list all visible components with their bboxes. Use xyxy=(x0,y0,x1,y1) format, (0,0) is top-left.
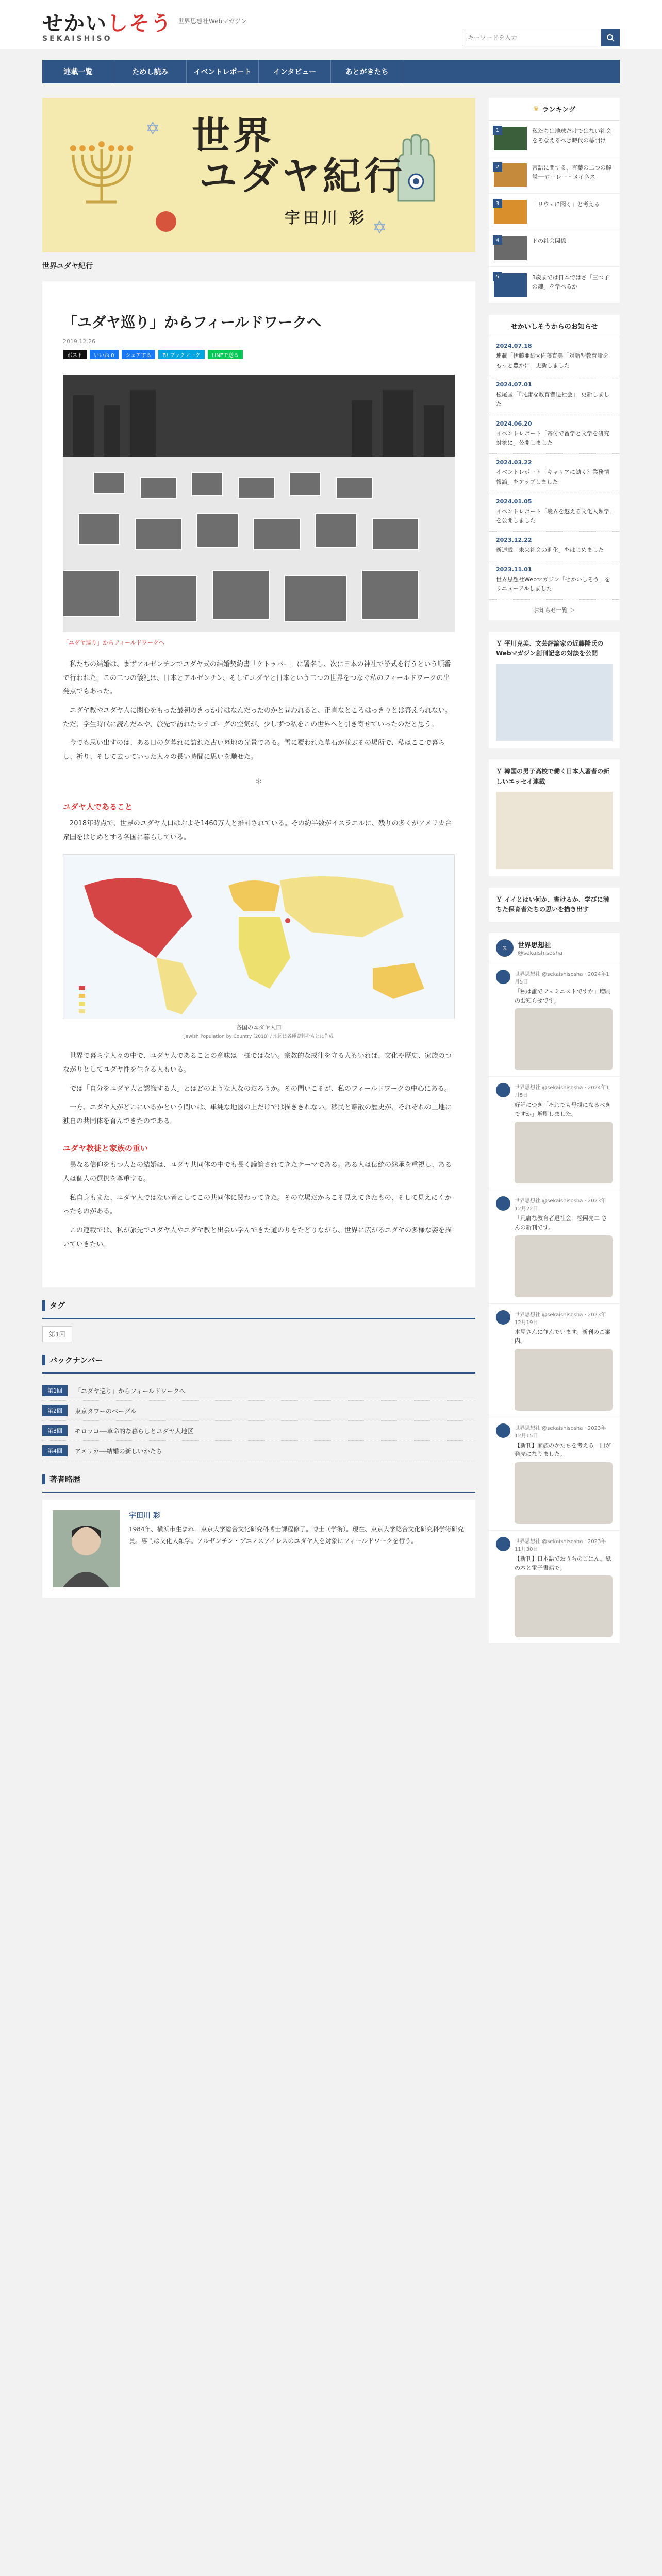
author-heading xyxy=(42,1461,475,1493)
ranking-number: 1 xyxy=(493,126,502,135)
main-nav xyxy=(0,60,662,83)
share-button-3[interactable]: B! ブックマーク xyxy=(158,350,204,359)
paragraph: この連載では、私が旅先でユダヤ人やユダヤ教と出会い学んできた道のりをたどりながら、世界に広がるユダヤの多様な姿を描いていきたい。 xyxy=(63,1227,452,1248)
news-heading: せかいしそうからのお知らせ xyxy=(489,315,620,337)
tweet-meta: 世界思想社 @sekaishisosha · 2023年12月22日 xyxy=(515,1198,606,1212)
search-button[interactable] xyxy=(601,29,620,46)
tweet-meta: 世界思想社 @sekaishisosha · 2024年1月5日 xyxy=(515,972,609,986)
backnumber-item[interactable] xyxy=(42,1381,475,1401)
banner-title-line2: ユダヤ紀行 xyxy=(199,154,405,198)
tweet[interactable] xyxy=(489,1190,620,1303)
search-icon xyxy=(606,33,615,42)
news-text: 松尾匡「『凡庸な教育者退社会』」更新しました xyxy=(496,391,609,408)
world-population-map xyxy=(63,854,455,1019)
banner-title xyxy=(192,116,405,196)
ranking-item[interactable] xyxy=(489,267,620,303)
author-bio: 1984年、横浜市生まれ。東京大学総合文化研究科博士課程修了。博士（学術）。現在、東京大学総合文化研究科学術研究員。専門は文化人類学。アルゼンチン・ブエノスアイレスのユダヤ人を対象にフィールドワークを行う。 xyxy=(129,1526,464,1545)
promo-3[interactable] xyxy=(489,888,620,922)
news-item[interactable] xyxy=(489,415,620,454)
tweet-text: 好評につき「それでも母親になるべきですか」増刷しました。 xyxy=(515,1101,611,1117)
news-date: 2024.03.22 xyxy=(496,459,532,466)
backnumber-heading-text: バックナンバー xyxy=(49,1355,103,1365)
backnumber-title: 東京タワーのベーグル xyxy=(75,1407,137,1415)
x-display-name[interactable]: 世界思想社 xyxy=(518,942,552,950)
map-caption: 各国のユダヤ人口 xyxy=(236,1024,282,1031)
tweet[interactable] xyxy=(489,1531,620,1644)
author-photo xyxy=(53,1510,120,1587)
ranking-thumbnail xyxy=(494,200,527,224)
paragraph: 私自身もまた、ユダヤ人ではない者としてこの共同体に関わってきた。その立場だからこそ見えてきたもの、そして見えにくかったものがある。 xyxy=(63,1194,452,1216)
tags-heading-text: タグ xyxy=(49,1301,65,1311)
ranking-thumbnail xyxy=(494,127,527,150)
paragraph: 今でも思い出すのは、ある日の夕暮れに訪れた古い墓地の光景である。雪に覆われた墓石が並ぶその場所で、私はここで暮らし、祈り、そして去っていった人々の長い時間に思いを馳せた。 xyxy=(63,739,445,761)
tweet-meta: 世界思想社 @sekaishisosha · 2024年1月5日 xyxy=(515,1085,609,1099)
crown-icon: ♛ xyxy=(533,105,539,113)
ranking-title: ランキング xyxy=(542,106,576,114)
ranking-title: 「リウェに聞く」と考える xyxy=(532,201,600,208)
tweet-image[interactable] xyxy=(515,1122,613,1183)
x-handle[interactable]: @sekaishisosha xyxy=(518,950,563,957)
share-button-1[interactable]: いいね 0 xyxy=(90,350,119,359)
backnumber-heading xyxy=(42,1342,475,1374)
nav-item-4[interactable]: あとがきたち xyxy=(331,60,403,83)
ranking-number: 2 xyxy=(493,162,502,172)
news-text: イベントレポート「寄付で留学と文学を研究対象に」公開しました xyxy=(496,430,609,447)
news-item[interactable] xyxy=(489,561,620,600)
ranking-item[interactable] xyxy=(489,121,620,157)
series-label[interactable]: 世界ユダヤ紀行 xyxy=(42,262,93,270)
tweet-text: 本屋さんに並んでいます。新刊のご案内。 xyxy=(515,1328,611,1345)
paragraph: ユダヤ教やユダヤ人に関心をもった最初のきっかけはなんだったのかと問われると、正直なところはっきりとは答えられない。ただ、学生時代に読んだ本や、旅先で訪れたシナゴーグの空気が、少しずつ私をこの世界へと引き寄せていったのだと思う。 xyxy=(63,706,452,728)
section1-title: ユダヤ人であること xyxy=(63,802,133,812)
backnumber-chip: 第1回 xyxy=(42,1385,68,1396)
tweet-avatar xyxy=(496,1083,510,1097)
ranking-title: ドの社会関係 xyxy=(532,238,566,244)
paragraph: 異なる信仰をもつ人との結婚は、ユダヤ共同体の中でも長く議論されてきたテーマである。ある人は伝統の継承を重視し、ある人は個人の選択を尊重する。 xyxy=(63,1161,452,1183)
tweet-text: 【新刊】家族のかたちを考える一冊が発売になりました。 xyxy=(515,1442,611,1458)
paragraph: 2018年時点で、世界のユダヤ人口はおよそ1460万人と推計されている。その約半数がイスラエルに、残りの多くがアメリカ合衆国をはじめとする各国に暮らしている。 xyxy=(63,820,452,842)
section1-body xyxy=(63,817,455,844)
author-box xyxy=(42,1500,475,1598)
ranking-title: 3歳までは日本ではさ「三つ子の魂」を学べるか xyxy=(532,274,609,290)
tweet-avatar xyxy=(496,1196,510,1211)
star-icon: ✡ xyxy=(145,118,160,139)
tags xyxy=(42,1326,475,1342)
section2-title: ユダヤ教徒と家族の重い xyxy=(63,1144,148,1154)
news-date: 2024.07.01 xyxy=(496,381,532,388)
backnumber-chip: 第3回 xyxy=(42,1425,68,1436)
paragraph: では「自分をユダヤ人と認識する人」とはどのような人なのだろうか。その問いこそが、私のフィールドワークの中心にある。 xyxy=(70,1084,451,1093)
ranking-heading xyxy=(489,98,620,121)
tagline: 世界思想社Webマガジン xyxy=(178,18,247,25)
tweet[interactable] xyxy=(489,1304,620,1417)
tweet-text: 「凡庸な教育者退社会」松岡亮二 さんの新刊です。 xyxy=(515,1215,607,1231)
x-timeline-header xyxy=(489,933,620,963)
site-header xyxy=(0,0,662,49)
promo-3-text: Ｙ イイとはい何か、書けるか、学びに満ちた保育者たちの思いを描き出す xyxy=(496,895,609,913)
search-box xyxy=(462,29,620,46)
ranking-number: 5 xyxy=(493,272,502,281)
backnumber-item[interactable] xyxy=(42,1401,475,1421)
promo-2-text: Ｙ 韓国の男子高校で働く日本人著者の新しいエッセイ連載 xyxy=(496,768,610,785)
news-text: イベントレポート「境界を越える文化人類学」を公開しました xyxy=(496,507,613,524)
pomegranate-icon xyxy=(156,211,176,232)
author-name[interactable]: 宇田川 彩 xyxy=(129,1512,160,1520)
x-logo-icon: 𝕏 xyxy=(496,939,514,957)
tweet-meta: 世界思想社 @sekaishisosha · 2023年11月30日 xyxy=(515,1539,606,1552)
news-date: 2024.07.18 xyxy=(496,343,532,349)
search-input[interactable] xyxy=(462,29,601,46)
ranking-title: 私たちは地球だけではない社会をそなえるべき時代の幕開け xyxy=(532,128,611,144)
news-item[interactable] xyxy=(489,454,620,493)
photo-caption: 「ユダヤ巡り」からフィールドワークへ xyxy=(63,639,164,646)
news-item[interactable] xyxy=(489,532,620,561)
tweet-image[interactable] xyxy=(515,1235,613,1297)
menorah-icon xyxy=(63,134,140,211)
news-date: 2023.11.01 xyxy=(496,566,532,573)
logo-text-a: せかい xyxy=(42,11,107,36)
promo-1-text: Ｙ 平川克美、文芸評論家の近藤隆氏のWebマガジン創刊記念の対談を公開 xyxy=(496,639,604,657)
star-icon: ✡ xyxy=(372,217,387,238)
ranking-thumbnail xyxy=(494,273,527,297)
promo-2-image xyxy=(496,792,613,869)
tweet[interactable] xyxy=(489,1077,620,1190)
promo-2[interactable] xyxy=(489,759,620,876)
nav-item-1[interactable]: ためし読み xyxy=(114,60,187,83)
backnumber-chip: 第4回 xyxy=(42,1445,68,1456)
tweet-image[interactable] xyxy=(515,1349,613,1411)
section1-body-cont xyxy=(63,1049,455,1128)
site-logo[interactable] xyxy=(42,7,172,43)
ranking-thumbnail xyxy=(494,163,527,187)
nav-item-2[interactable]: イベントレポート xyxy=(187,60,259,83)
tweet-image[interactable] xyxy=(515,1462,613,1524)
article-intro xyxy=(63,658,455,764)
ranking-item[interactable] xyxy=(489,230,620,267)
news-date: 2023.12.22 xyxy=(496,536,532,544)
logo-text-red: しそう xyxy=(107,11,172,36)
ranking-box xyxy=(489,98,620,303)
cemetery-photo xyxy=(63,375,455,632)
cemetery-illustration xyxy=(63,375,455,632)
tweet[interactable] xyxy=(489,963,620,1077)
backnumber-list xyxy=(42,1381,475,1461)
article-title: 「ユダヤ巡り」からフィールドワークへ xyxy=(63,314,322,331)
backnumber-item[interactable] xyxy=(42,1441,475,1461)
world-map-illustration xyxy=(63,855,455,1019)
share-button-0[interactable]: ポスト xyxy=(63,350,87,359)
ranking-number: 4 xyxy=(493,235,502,245)
banner-title-line1: 世界 xyxy=(192,114,274,158)
news-item[interactable] xyxy=(489,493,620,532)
ranking-item[interactable] xyxy=(489,157,620,194)
news-box xyxy=(489,315,620,620)
promo-1-image xyxy=(496,664,613,741)
article xyxy=(42,281,475,1287)
section-separator: ＊ xyxy=(255,778,262,787)
tweet-image[interactable] xyxy=(515,1575,613,1637)
backnumber-title: 「ユダヤ巡り」からフィールドワークへ xyxy=(75,1387,186,1395)
tag-chip[interactable]: 第1回 xyxy=(42,1326,72,1342)
tweet-text: 「私は誰でフェミニストですか」増刷のお知らせです。 xyxy=(515,988,611,1004)
promo-1[interactable] xyxy=(489,632,620,748)
banner-author: 宇田川 彩 xyxy=(285,209,368,227)
news-date: 2024.06.20 xyxy=(496,420,532,427)
map-source: Jewish Population by Country (2018) / 地図は各種資料をもとに作成 xyxy=(184,1033,334,1039)
news-more-link[interactable]: お知らせ一覧 ＞ xyxy=(533,606,575,614)
main-column xyxy=(42,98,475,1598)
tags-heading xyxy=(42,1287,475,1319)
share-buttons xyxy=(63,350,455,359)
section2-body xyxy=(63,1159,455,1251)
news-date: 2024.01.05 xyxy=(496,498,532,505)
article-date: 2019.12.26 xyxy=(63,338,95,345)
nav-item-0[interactable]: 連載一覧 xyxy=(42,60,114,83)
tweet-meta: 世界思想社 @sekaishisosha · 2023年12月15日 xyxy=(515,1425,606,1439)
backnumber-title: モロッコ──革命的な暮らしとユダヤ人地区 xyxy=(75,1427,194,1435)
sidebar xyxy=(489,98,620,1655)
backnumber-item[interactable] xyxy=(42,1421,475,1441)
tweet-text: 【新刊】日本語でおうちのごはん。紙の本と電子書籍で。 xyxy=(515,1555,611,1571)
backnumber-title: アメリカ──結婚の新しいかたち xyxy=(75,1447,162,1455)
news-text: 世界思想社Webマガジン「せかいしそう」をリニューアルしました xyxy=(496,575,610,592)
paragraph: 私たちの結婚は、まずアルゼンチンでユダヤ式の結婚契約書「ケトゥバー」に署名し、次に日本の神社で挙式を行うという順番で行われた。この二つの儀礼は、日本とアルゼンチン、そしてユダヤと日本という二つの世界をつなぐ私のフィールドワークの出発点でもあった。 xyxy=(63,660,451,696)
nav-item-3[interactable]: インタビュー xyxy=(259,60,331,83)
ranking-thumbnail xyxy=(494,236,527,260)
author-heading-text: 著者略歴 xyxy=(49,1475,81,1484)
ranking-item[interactable] xyxy=(489,194,620,230)
tweet-avatar xyxy=(496,970,510,984)
ranking-title: 言語に関する、言葉の二つの解説──ローレー・メイネス xyxy=(532,164,611,180)
x-timeline xyxy=(489,933,620,1644)
news-text: 連載「伊藤亜紗×佐藤直美「対話型教育論をもっと豊かに」更新しました xyxy=(496,352,609,369)
news-item[interactable] xyxy=(489,376,620,415)
news-text: イベントレポート「キャリアに効く？業務情報論」をアップしました xyxy=(496,469,609,485)
tweet-avatar xyxy=(496,1537,510,1551)
paragraph: 世界で暮らす人々の中で、ユダヤ人であることの意味は一様ではない。宗教的な戒律を守る人もいれば、文化や歴史、家族のつながりとしてユダヤ性を生きる人もいる。 xyxy=(63,1052,452,1074)
backnumber-chip: 第2回 xyxy=(42,1405,68,1416)
share-button-2[interactable]: シェアする xyxy=(122,350,156,359)
ranking-number: 3 xyxy=(493,199,502,208)
share-button-4[interactable]: LINEで送る xyxy=(208,350,243,359)
tweet-image[interactable] xyxy=(515,1008,613,1070)
tweet-avatar xyxy=(496,1310,510,1325)
paragraph: 一方、ユダヤ人がどこにいるかという問いは、単純な地図の上だけでは描ききれない。移民と離散の歴史が、それぞれの土地に独自の共同体を育んできたのである。 xyxy=(63,1104,452,1125)
news-text: 新連載「未来社会の進化」をはじめました xyxy=(496,546,604,553)
tweet[interactable] xyxy=(489,1417,620,1531)
logo-sub: SEKAISHISO xyxy=(42,35,112,43)
tweet-meta: 世界思想社 @sekaishisosha · 2023年12月19日 xyxy=(515,1312,606,1326)
news-item[interactable] xyxy=(489,337,620,376)
tweet-avatar xyxy=(496,1423,510,1438)
series-banner xyxy=(42,98,475,252)
